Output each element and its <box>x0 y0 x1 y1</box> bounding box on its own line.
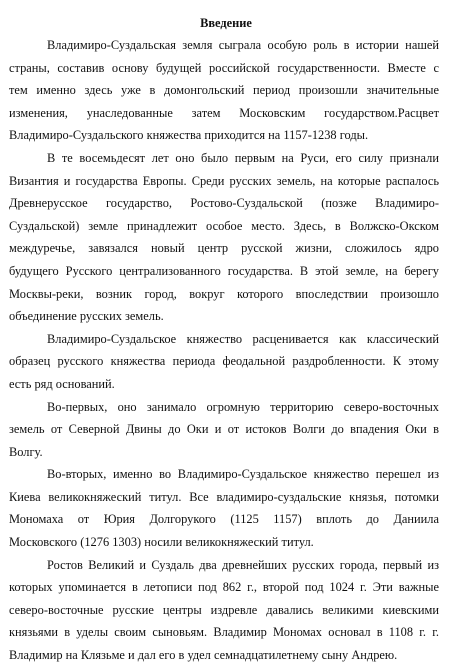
text-line: Владимиро-Суздальского княжества приходится на 1157-1238 годы. <box>9 128 369 143</box>
text-line: есть ряд оснований. <box>9 376 115 391</box>
document-body <box>9 34 439 667</box>
text-line: Древнерусское государство, Ростово-Суздальской (позже Владимиро- <box>9 196 439 211</box>
text-line: Владимиро-Суздальское княжество расценивается как классический <box>47 331 439 346</box>
text-line: изменения, унаследованные затем Московским государством.Расцвет <box>9 105 439 120</box>
text-line: будущего Русского централизованного государства. В этой земле, на берегу <box>9 263 439 278</box>
text-line: Москвы-реки, возник город, вокруг которого впоследствии произошло <box>9 286 439 301</box>
document-title: Введение <box>200 16 252 30</box>
paragraph <box>9 328 439 396</box>
text-line: тем именно здесь уже в домонгольский период произошли значительные <box>9 83 439 98</box>
text-line: образец русского княжества периода феодальной раздробленности. К этому <box>9 354 439 369</box>
paragraph <box>9 34 439 147</box>
paragraph <box>9 396 439 464</box>
text-line: Владимиро-Суздальская земля сыграла особую роль в истории нашей <box>47 38 439 52</box>
text-line: Владимир на Клязьме и дал его в удел семнадцатилетнему сыну Андрею. <box>9 648 398 663</box>
text-line: Киева великокняжеский титул. Все владимиро-суздальские князья, потомки <box>9 489 439 504</box>
text-line: объединение русских земель. <box>9 309 164 324</box>
text-line: князьями в уделы своим сыновьям. Владимир Мономах основал в 1108 г. г. <box>9 625 439 640</box>
paragraph <box>9 554 439 667</box>
text-line: Московского (1276 1303) носили великокняжеский титул. <box>9 535 314 550</box>
text-line: земель от Северной Двины до Оки и от истоков Волги до впадения Оки в <box>9 422 439 437</box>
text-line: Волгу. <box>9 444 43 459</box>
text-line: Ростов Великий и Суздаль два древнейших русских города, первый из <box>47 557 439 572</box>
text-line: Мономаха от Юрия Долгорукого (1125 1157) вплоть до Даниила <box>9 512 439 527</box>
paragraph <box>9 147 439 328</box>
text-line: междуречье, завязался новый центр русской жизни, сложилось ядро <box>9 241 439 256</box>
text-line: Суздальской) земле принадлежит особое место. Здесь, в Волжско-Окском <box>9 218 439 233</box>
text-line: северо-восточные русские центры издревле давались великими киевскими <box>9 602 439 617</box>
text-line: Во-вторых, именно во Владимиро-Суздальское княжество перешел из <box>47 467 439 482</box>
text-line: страны, составив основу будущей российской государственности. Вместе с <box>9 60 439 75</box>
text-line: которых упоминается в летописи под 862 г., второй под 1024 г. Эти важные <box>9 580 439 595</box>
text-line: Византия и государства Европы. Среди русских земель, на которые распалось <box>9 173 439 188</box>
text-line: Во-первых, оно занимало огромную территорию северо-восточных <box>47 399 439 414</box>
paragraph <box>9 463 439 553</box>
text-line: В те восемьдесят лет оно было первым на Руси, его силу признали <box>47 150 439 165</box>
